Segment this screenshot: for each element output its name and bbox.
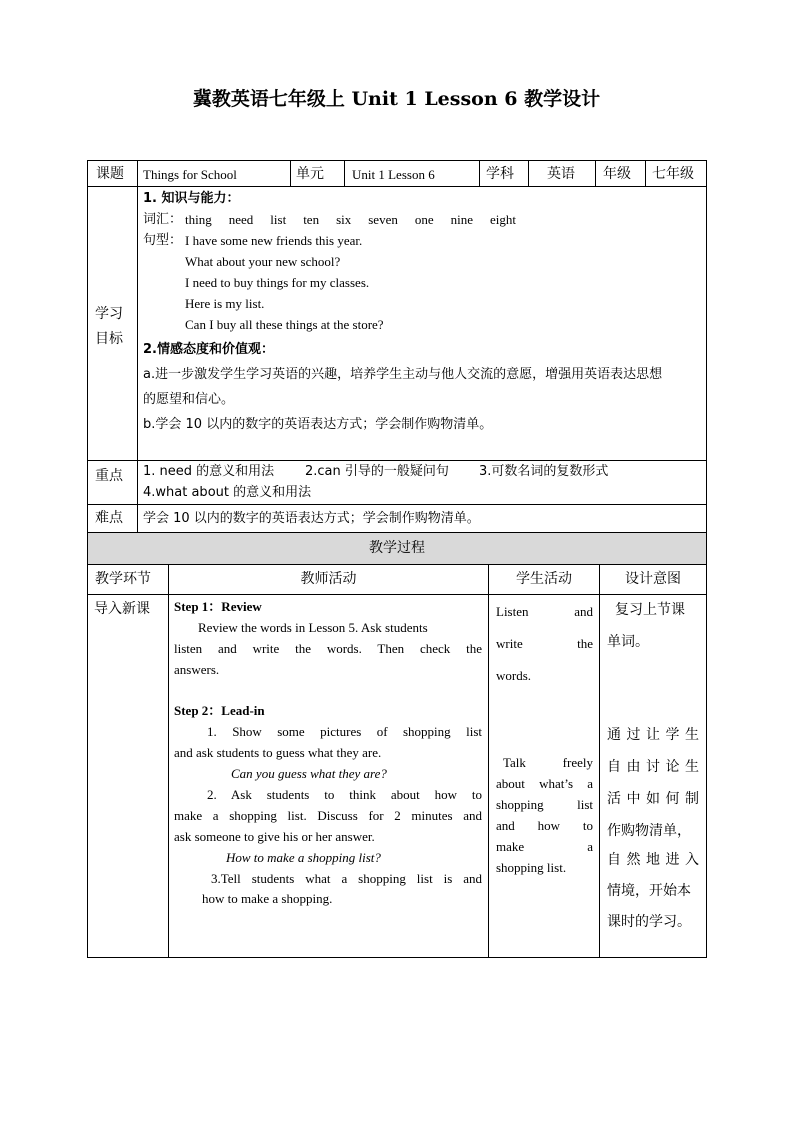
student-activity-line: shopping list xyxy=(496,797,593,812)
design-intent-line: 单词。 xyxy=(607,634,649,650)
student-activity-line: about what’s a xyxy=(496,776,593,791)
difficulty-text: 学会 10 以内的数字的英语表达方式；学会制作购物清单。 xyxy=(143,511,480,526)
objective-a-line2: 的愿望和信心。 xyxy=(143,392,235,407)
student-activity-line: shopping list. xyxy=(496,860,567,875)
table-border xyxy=(87,564,706,565)
table-border xyxy=(137,160,138,532)
step1-line: listen and write the words. Then check the xyxy=(174,641,482,656)
step2-question: Can you guess what they are? xyxy=(231,766,387,781)
sentence-pattern: What about your new school? xyxy=(185,254,341,269)
design-intent-line: 活中如何制 xyxy=(607,791,699,807)
step1-line: Review the words in Lesson 5. Ask students xyxy=(198,620,428,635)
step2-line: 1. Show some pictures of shopping list xyxy=(207,724,482,739)
student-activity-line: and how to xyxy=(496,818,593,833)
process-header: 教学过程 xyxy=(369,540,425,556)
step2-title: Step 2：Lead-in xyxy=(174,703,265,718)
vocab-word: ten xyxy=(303,212,320,227)
column-teacher: 教师活动 xyxy=(300,571,357,587)
table-border xyxy=(290,160,291,186)
table-border xyxy=(87,186,706,187)
design-intent-line: 复习上节课 xyxy=(615,602,685,618)
sentence-pattern: Here is my list. xyxy=(185,296,265,311)
key-points-label: 重点 xyxy=(95,468,123,484)
column-stage: 教学环节 xyxy=(95,571,151,587)
column-student: 学生活动 xyxy=(516,571,572,587)
vocab-list xyxy=(185,209,533,230)
design-intent-line: 情境，开始本 xyxy=(607,883,691,899)
sentence-pattern: I have some new friends this year. xyxy=(185,233,363,248)
design-intent-line: 自然地进入 xyxy=(607,852,699,868)
table-border xyxy=(168,564,169,958)
unit-label: 单元 xyxy=(296,166,324,182)
vocab-word: nine xyxy=(450,212,474,227)
step2-question: How to make a shopping list? xyxy=(226,850,381,865)
key-point-3: 3.可数名词的复数形式 xyxy=(479,464,609,479)
table-border xyxy=(706,160,707,958)
vocab-word: thing xyxy=(185,212,212,227)
student-activity-line: Listen and xyxy=(496,604,593,619)
table-border xyxy=(595,160,596,186)
table-border xyxy=(479,160,480,186)
table-border xyxy=(87,504,706,505)
sentence-pattern: I need to buy things for my classes. xyxy=(185,275,370,290)
grade-label: 年级 xyxy=(603,166,631,182)
table-border xyxy=(344,160,345,186)
topic-label: 课题 xyxy=(96,166,124,182)
grade-value: 七年级 xyxy=(652,166,694,182)
objective-a-line1: a.进一步激发学生学习英语的兴趣，培养学生主动与他人交流的意愿，增强用英语表达思想 xyxy=(143,367,663,382)
table-border xyxy=(87,957,706,958)
objectives-label-line2: 目标 xyxy=(95,331,123,347)
key-point-2: 2.can 引导的一般疑问句 xyxy=(305,464,449,479)
student-activity-line: words. xyxy=(496,668,532,683)
key-point-4: 4.what about 的意义和用法 xyxy=(143,485,312,500)
vocab-word: eight xyxy=(490,212,517,227)
vocab-word: need xyxy=(228,212,254,227)
design-intent-line: 课时的学习。 xyxy=(607,914,691,930)
student-activity-line: Talk freely xyxy=(503,755,593,770)
student-activity-line: write the xyxy=(496,636,593,651)
stage-name: 导入新课 xyxy=(94,601,150,617)
table-border xyxy=(87,160,706,161)
unit-value: Unit 1 Lesson 6 xyxy=(352,167,435,182)
vocab-word: six xyxy=(336,212,352,227)
step1-title: Step 1：Review xyxy=(174,599,262,614)
table-border xyxy=(645,160,646,186)
objectives-label-line1: 学习 xyxy=(95,306,123,322)
objectives-heading-knowledge: 1. 知识与能力： xyxy=(143,191,240,206)
table-border xyxy=(488,564,489,958)
vocab-word: one xyxy=(414,212,434,227)
design-intent-line: 通过让学生 xyxy=(607,727,699,743)
step1-line: answers. xyxy=(174,662,220,677)
student-activity-line: make a xyxy=(496,839,593,854)
step2-line: make a shopping list. Discuss for 2 minutes and xyxy=(174,808,482,823)
table-border xyxy=(599,564,600,958)
subject-label: 学科 xyxy=(486,166,514,182)
step2-line: 2. Ask students to think about how to xyxy=(207,787,482,802)
column-intent: 设计意图 xyxy=(625,571,681,587)
step2-line: how to make a shopping. xyxy=(202,891,333,906)
difficulty-label: 难点 xyxy=(95,510,123,526)
design-intent-line: 自由讨论生 xyxy=(607,759,699,775)
sentence-label: 句型： xyxy=(143,233,183,248)
objectives-heading-attitude: 2.情感态度和价值观： xyxy=(143,342,274,357)
key-point-1: 1. need 的意义和用法 xyxy=(143,464,275,479)
objective-b: b.学会 10 以内的数字的英语表达方式；学会制作购物清单。 xyxy=(143,417,493,432)
step2-line: ask someone to give his or her answer. xyxy=(174,829,375,844)
topic-value: Things for School xyxy=(143,167,237,182)
vocab-label: 词汇： xyxy=(143,212,183,227)
document-title: 冀教英语七年级上 Unit 1 Lesson 6 教学设计 xyxy=(192,88,601,110)
vocab-word: seven xyxy=(368,212,398,227)
sentence-pattern: Can I buy all these things at the store? xyxy=(185,317,384,332)
step2-line: and ask students to guess what they are. xyxy=(174,745,382,760)
step2-line: 3.Tell students what a shopping list is and xyxy=(211,871,482,886)
table-border xyxy=(87,594,706,595)
table-border xyxy=(528,160,529,186)
design-intent-line: 作购物清单， xyxy=(607,823,691,839)
vocab-word: list xyxy=(270,212,287,227)
subject-value: 英语 xyxy=(547,166,575,182)
